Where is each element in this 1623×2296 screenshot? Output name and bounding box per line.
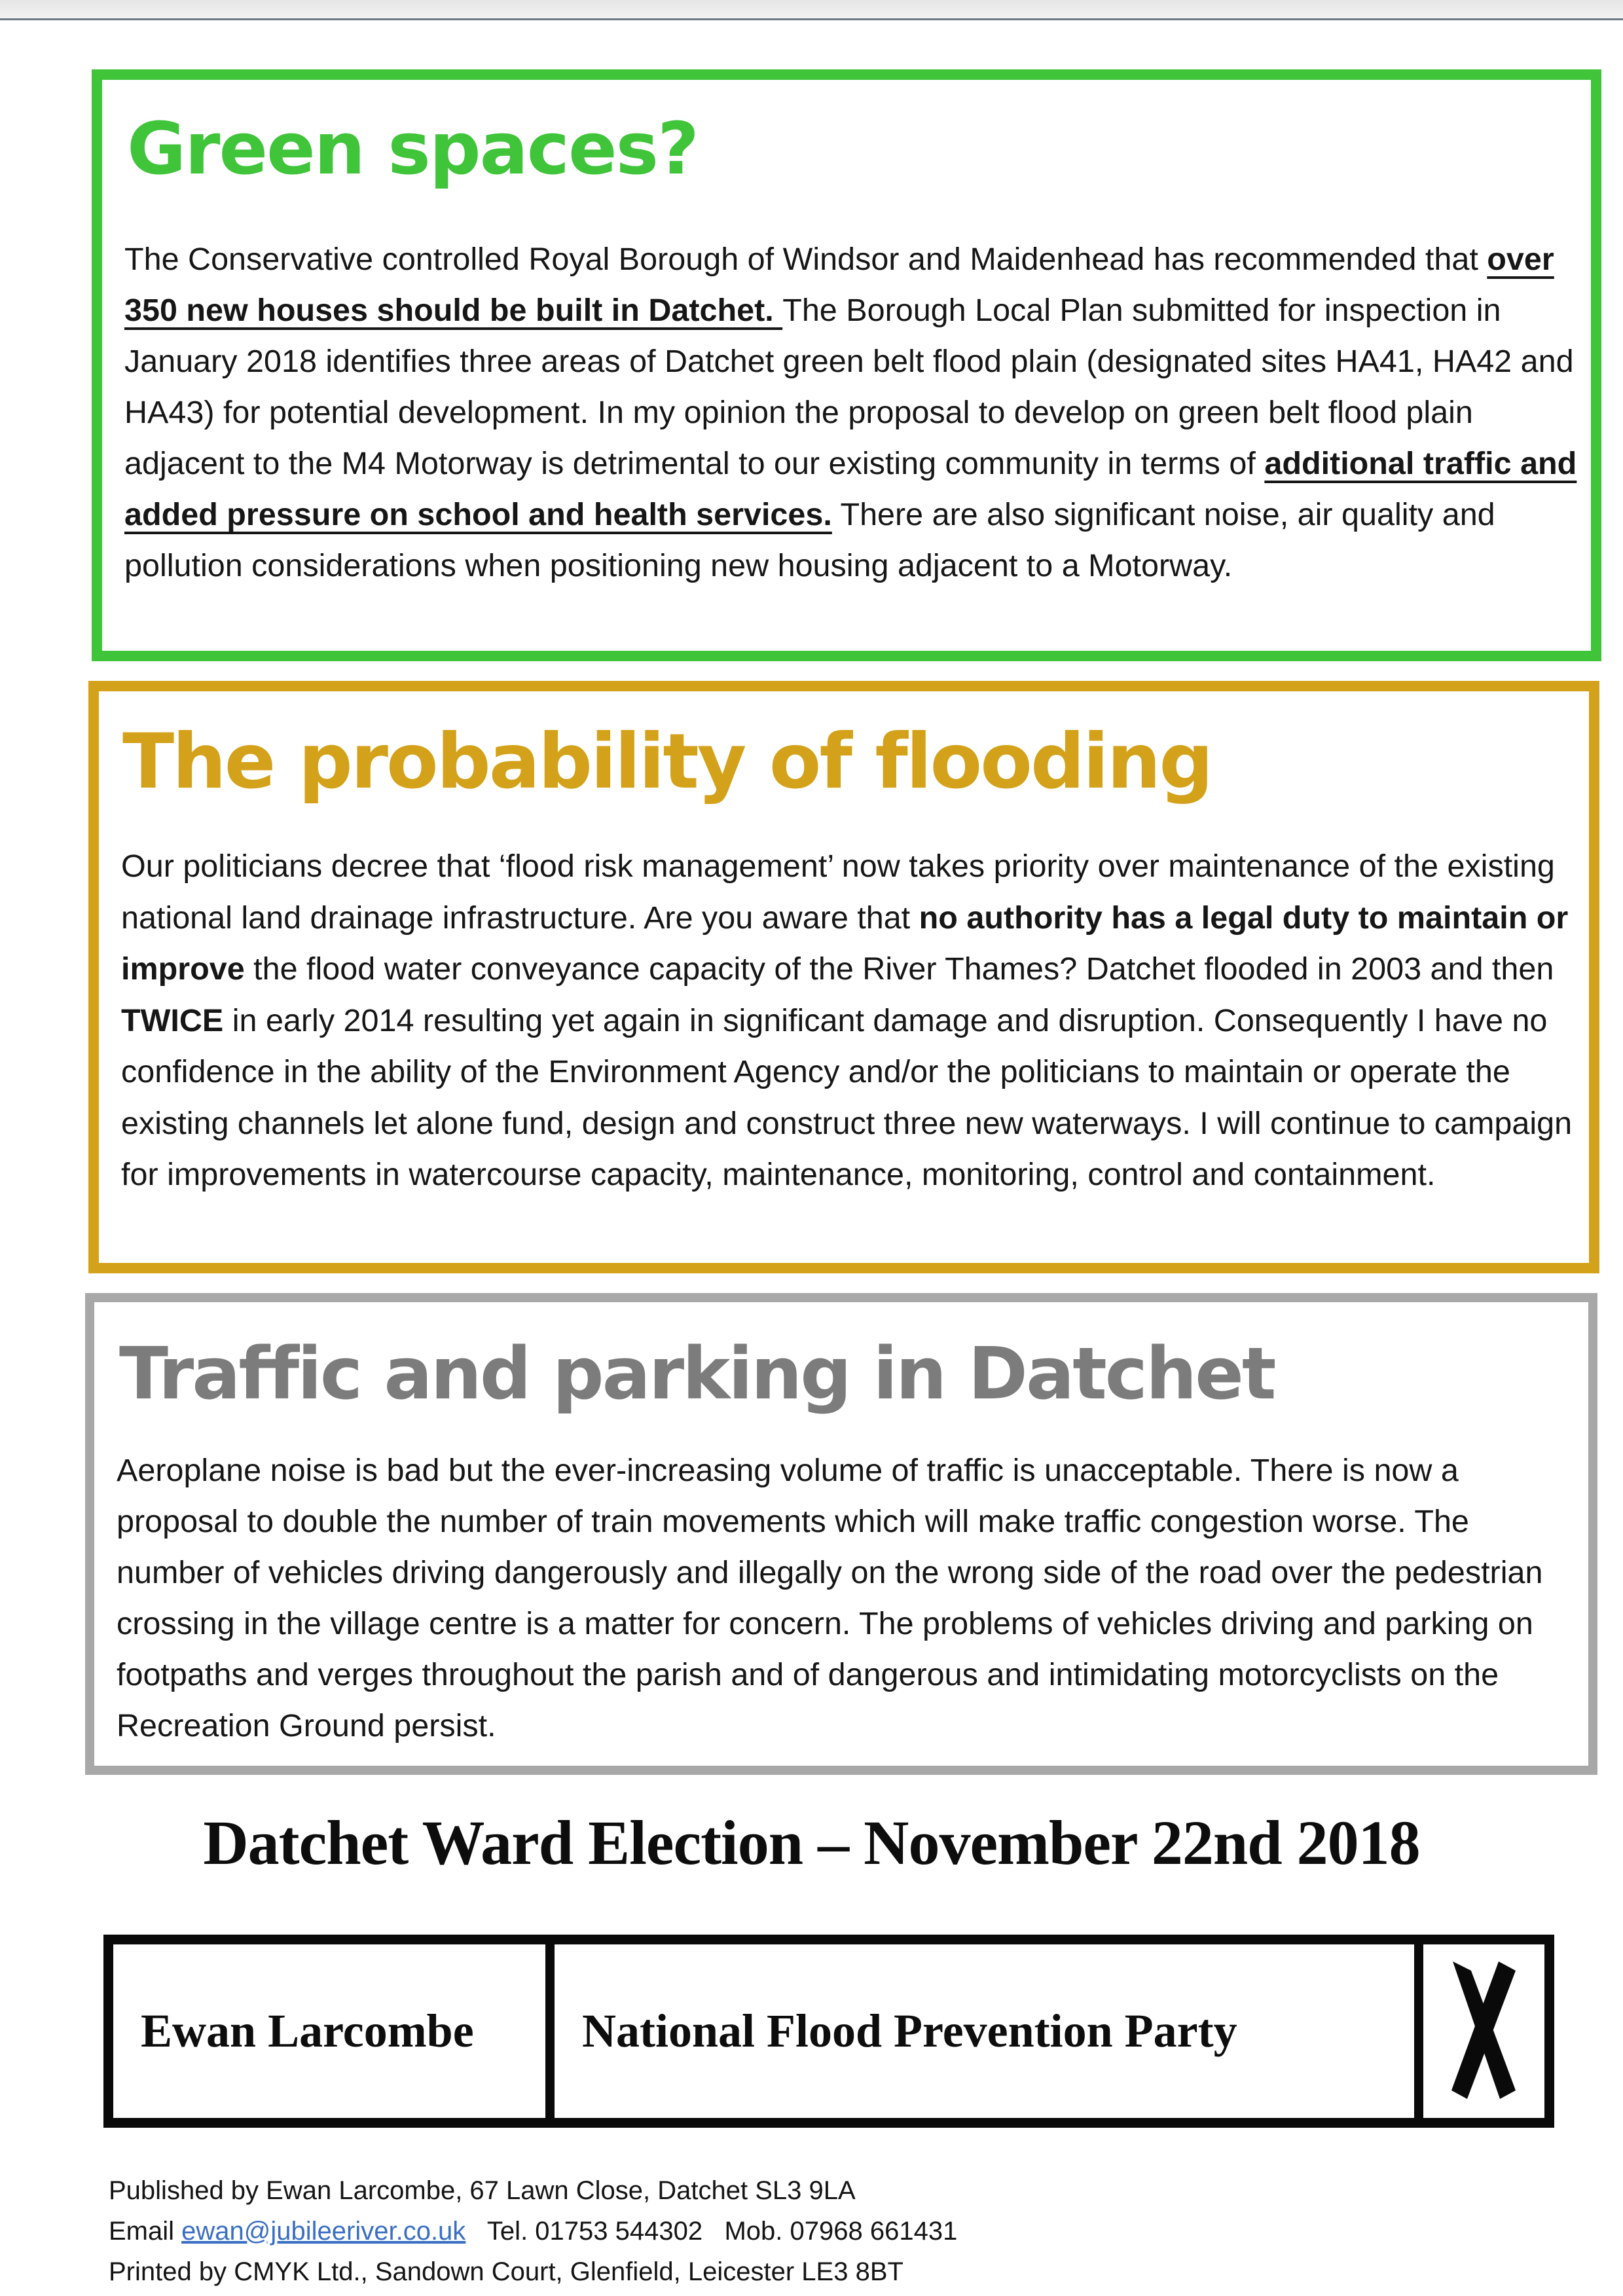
scan-top-edge xyxy=(0,0,1623,20)
body-text: The Borough Local Plan submitted for inspection in January 2018 identifies three areas of Datchet green belt flood plain (designated sites HA41, HA42 and HA43) for potential development. In my opinion the proposal to develop on green belt flood plain adjacent to the M4 Motorway is detrimental to our existing community in terms of xyxy=(124,293,1574,481)
contact-line xyxy=(109,2211,1222,2251)
published-by: Published by Ewan Larcombe, 67 Lawn Close, Datchet SL3 9LA xyxy=(109,2176,856,2205)
vote-mark-cell xyxy=(1423,1944,1544,2118)
section-traffic xyxy=(85,1293,1597,1775)
body-text: There are also significant noise, air quality and pollution considerations when positioning new housing adjacent to a Motorway. xyxy=(124,497,1495,583)
emphasis-text: additional traffic and added pressure on school and health services. xyxy=(124,446,1577,532)
emphasis-text: TWICE xyxy=(121,1002,224,1038)
printed-by: Printed by CMYK Ltd., Sandown Court, Glenfield, Leicester LE3 8BT xyxy=(109,2257,903,2286)
candidate-name: Ewan Larcombe xyxy=(113,1944,555,2118)
body-text: the flood water conveyance capacity of the River Thames? Datchet flooded in 2003 and then xyxy=(244,951,1554,987)
emphasis-text: over 350 new houses should be built in Datchet. xyxy=(124,242,1554,328)
phone-numbers: Tel. 01753 544302 Mob. 07968 661431 xyxy=(465,2217,958,2246)
section-body xyxy=(121,841,1588,1201)
party-name: National Flood Prevention Party xyxy=(555,1944,1423,2118)
email-label: Email xyxy=(109,2217,182,2246)
section-title: Traffic and parking in Datchet xyxy=(119,1332,1275,1415)
section-flooding xyxy=(88,681,1599,1273)
section-title: Green spaces? xyxy=(127,107,698,191)
imprint xyxy=(109,2170,1222,2292)
section-green-spaces xyxy=(92,69,1601,661)
section-title: The probability of flooding xyxy=(122,718,1212,806)
election-heading: Datchet Ward Election – November 22nd 2018 xyxy=(203,1808,1420,1878)
ballot-box xyxy=(103,1935,1554,2128)
body-text: The Conservative controlled Royal Borough of Windsor and Maidenhead has recommended that xyxy=(124,242,1487,277)
body-text: in early 2014 resulting yet again in significant damage and disruption. Consequently I have no confidence in the ability of the Environment Agency and/or the politicians to maintain or operate the existing channels let alone fund, design and construct three new waterways. I will continue to campaign for improvements in watercourse capacity, maintenance, monitoring, control and containment. xyxy=(121,1002,1573,1192)
body-text: Our politicians decree that ‘flood risk management’ now takes priority over maintenance of the existing national land drainage infrastructure. Are you aware that xyxy=(121,848,1555,936)
section-body: Aeroplane noise is bad but the ever-increasing volume of traffic is unacceptable. There is now a proposal to double the number of train movements which will make traffic congestion worse. The number of vehicles driving dangerously and illegally on the wrong side of the road over the pedestrian crossing in the village centre is a matter for concern. The problems of vehicles driving and parking on footpaths and verges throughout the parish and of dangerous and intimidating motorcyclists on the Recreation Ground persist. xyxy=(117,1453,1543,1743)
section-body xyxy=(124,234,1584,591)
emphasis-text: no authority has a legal duty to maintain or improve xyxy=(121,900,1569,987)
email-link[interactable]: ewan@jubileeriver.co.uk xyxy=(181,2217,466,2246)
cross-mark-icon xyxy=(1438,1956,1530,2107)
